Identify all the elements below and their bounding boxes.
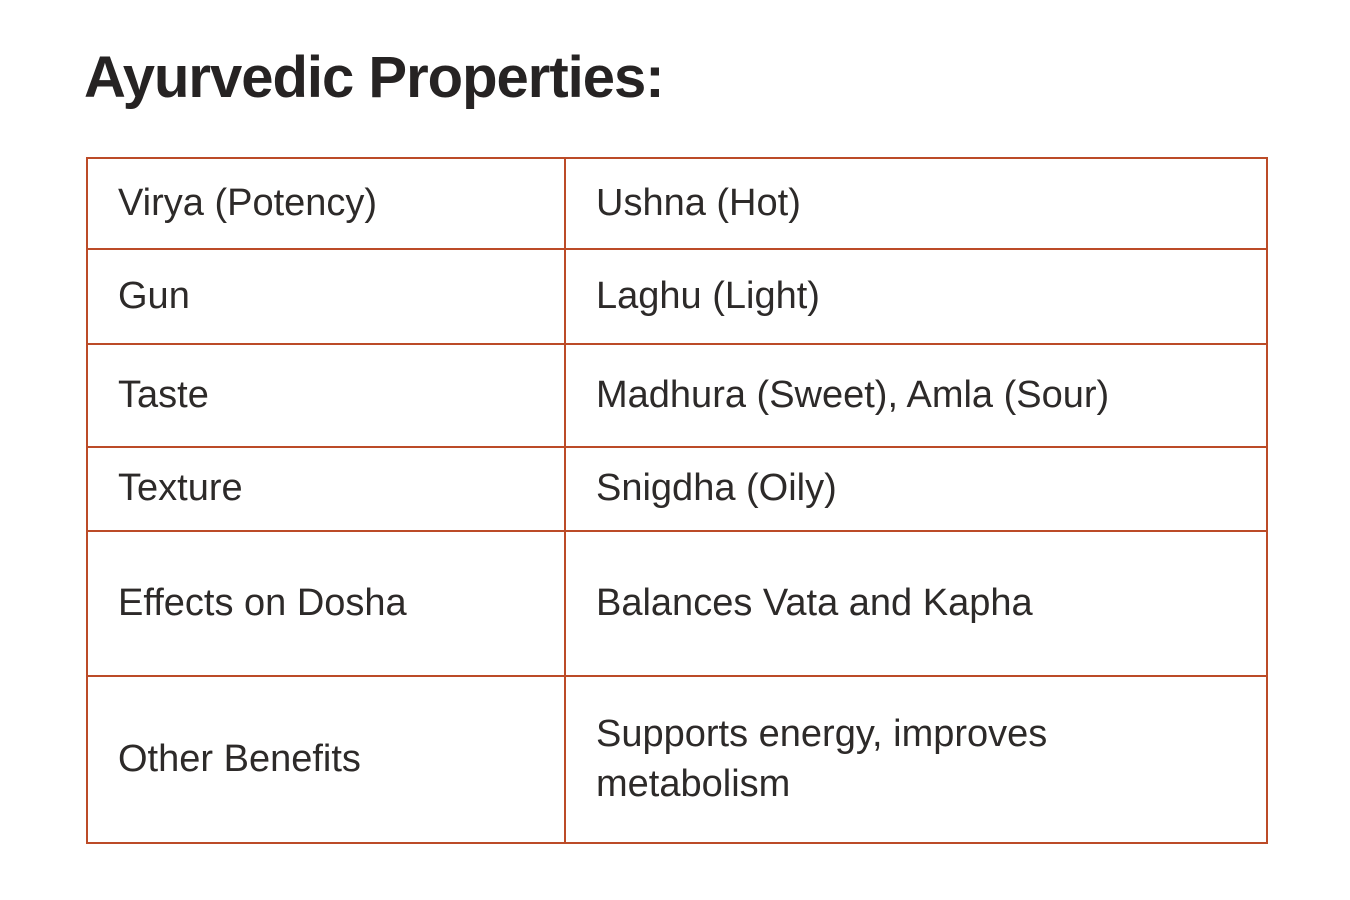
- property-label: Gun: [118, 274, 190, 317]
- property-label-cell: [87, 676, 565, 843]
- table-row: [87, 531, 1267, 676]
- property-label: Virya (Potency): [118, 181, 378, 224]
- property-value-cell: [565, 249, 1267, 344]
- table-row: [87, 447, 1267, 531]
- property-label-cell: [87, 447, 565, 531]
- table-row: [87, 676, 1267, 843]
- property-value: Snigdha (Oily): [596, 467, 837, 510]
- property-label: Other Benefits: [118, 737, 361, 780]
- table-row: [87, 158, 1267, 249]
- property-value-cell: [565, 531, 1267, 676]
- property-label-cell: [87, 344, 565, 447]
- property-value: Laghu (Light): [596, 274, 820, 317]
- page-title: Ayurvedic Properties:: [84, 45, 664, 110]
- table-row: [87, 249, 1267, 344]
- property-value-cell: [565, 344, 1267, 447]
- property-value: Ushna (Hot): [596, 181, 801, 224]
- table-row: [87, 344, 1267, 447]
- property-value: Balances Vata and Kapha: [596, 581, 1033, 624]
- property-value-cell: [565, 676, 1267, 843]
- ayurvedic-properties-table: [86, 157, 1268, 844]
- property-label-cell: [87, 249, 565, 344]
- property-label: Taste: [118, 373, 209, 416]
- property-value: Supports energy, improves metabolism: [596, 713, 1048, 805]
- property-label: Effects on Dosha: [118, 581, 407, 624]
- property-label: Texture: [118, 467, 243, 510]
- property-label-cell: [87, 531, 565, 676]
- property-value-cell: [565, 158, 1267, 249]
- property-label-cell: [87, 158, 565, 249]
- property-value-cell: [565, 447, 1267, 531]
- property-value: Madhura (Sweet), Amla (Sour): [596, 373, 1110, 416]
